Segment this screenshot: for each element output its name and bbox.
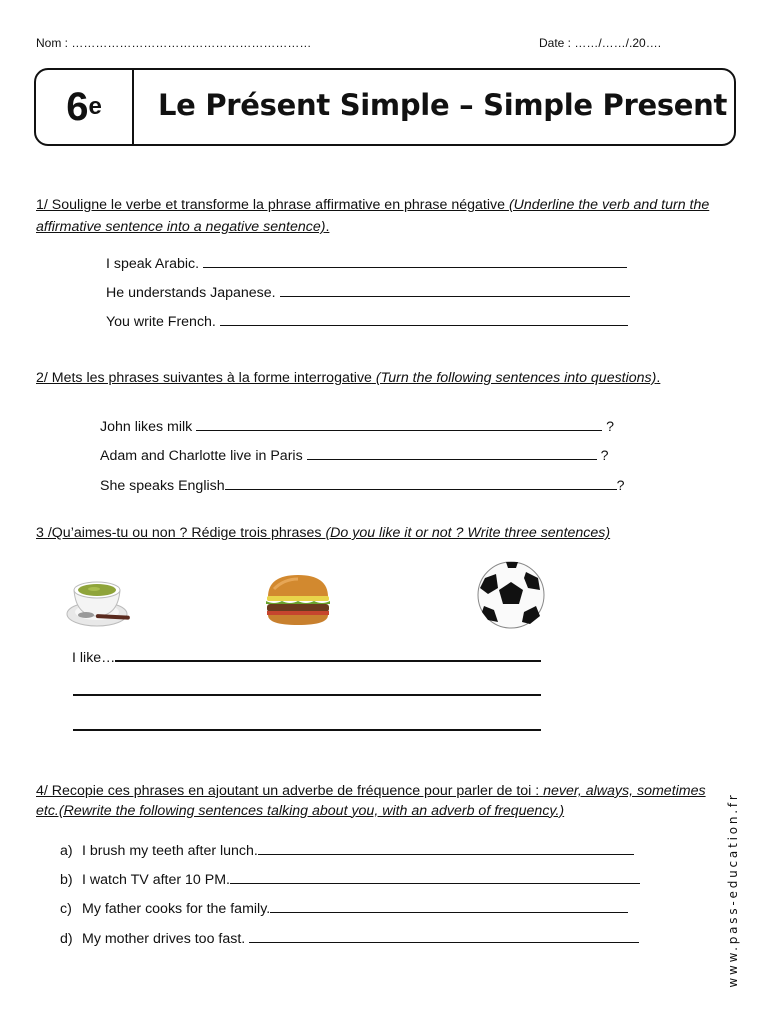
grade-number: 6 — [66, 84, 89, 129]
section1-item — [106, 312, 628, 330]
page-title: Le Présent Simple – Simple Present — [158, 88, 728, 122]
sentence-text: My father cooks for the family. — [82, 901, 271, 917]
section1-instruction-end: . — [325, 219, 330, 235]
section2-item — [100, 417, 614, 435]
section3-instruction — [36, 522, 736, 544]
section2-instruction-en: (Turn the following sentences into questions) — [375, 370, 657, 386]
title-divider — [132, 68, 134, 146]
answer-line[interactable] — [225, 476, 617, 490]
soccer-ball-icon — [476, 560, 546, 630]
watermark-text: www.pass-education.fr — [726, 792, 740, 988]
section4-item — [60, 899, 628, 917]
section2-item — [100, 446, 608, 464]
sentence-text: He understands Japanese. — [106, 285, 276, 301]
section3-instruction-fr: 3 /Qu’aimes-tu ou non ? Rédige trois phrases — [36, 525, 322, 541]
answer-line[interactable] — [230, 870, 640, 884]
item-letter: b) — [60, 872, 73, 888]
question-mark: ? — [616, 478, 625, 494]
soup-bowl-icon — [64, 572, 134, 630]
section3-instruction-en: (Do you like it or not ? Write three sentences) — [325, 525, 611, 541]
sentence-text: I brush my teeth after lunch. — [82, 843, 258, 859]
section4-instruction-fr: 4/ Recopie ces phrases en ajoutant un adverbe de fréquence pour parler de toi : — [36, 783, 540, 799]
hamburger-icon — [264, 573, 332, 627]
answer-line[interactable] — [73, 694, 541, 696]
side-watermark — [723, 788, 743, 992]
item-letter: a) — [60, 843, 73, 859]
section4-item — [60, 841, 634, 859]
sentence-text: You write French. — [106, 314, 216, 330]
item-letter: d) — [60, 931, 73, 947]
starter-text: I like… — [72, 650, 116, 666]
sentence-text: John likes milk — [100, 419, 193, 435]
date-field[interactable]: Date : ……/……/.20…. — [539, 36, 662, 50]
sentence-text: I watch TV after 10 PM. — [82, 872, 230, 888]
section2-instruction-fr: 2/ Mets les phrases suivantes à la forme interrogative — [36, 370, 372, 386]
answer-line[interactable] — [249, 929, 639, 943]
grade-level — [36, 70, 132, 144]
question-mark: ? — [606, 419, 615, 435]
section1-item — [106, 254, 627, 272]
answer-line[interactable] — [307, 446, 597, 460]
answer-line[interactable] — [270, 899, 628, 913]
section4-instruction-en: never, always, sometimes etc.(Rewrite the following sentences talking about you, with an adverb of frequency.) — [36, 783, 706, 819]
grade-suffix: e — [88, 93, 102, 120]
section1-instruction-fr: 1/ Souligne le verbe et transforme la phrase affirmative en phrase négative — [36, 197, 505, 213]
sentence-text: My mother drives too fast. — [82, 931, 246, 947]
section1-instruction — [36, 194, 726, 238]
sentence-text: She speaks English — [100, 478, 225, 494]
section2-instruction — [36, 367, 736, 389]
sentence-text: I speak Arabic. — [106, 256, 200, 272]
answer-line[interactable] — [73, 729, 541, 731]
answer-line[interactable] — [196, 417, 602, 431]
name-field[interactable]: Nom : …………………………………………………… — [36, 36, 312, 50]
question-mark: ? — [600, 448, 609, 464]
item-letter: c) — [60, 901, 72, 917]
section4-item — [60, 929, 639, 947]
answer-line[interactable] — [258, 841, 634, 855]
answer-line[interactable] — [280, 283, 630, 297]
section1-item — [106, 283, 630, 301]
section3-line-1 — [72, 647, 541, 666]
section2-instruction-end: . — [656, 370, 661, 386]
section1-instruction-en: (Underline the verb and turn the affirmative sentence into a negative sentence) — [36, 197, 710, 235]
section2-item — [100, 476, 625, 494]
section4-instruction — [36, 782, 710, 821]
answer-line[interactable] — [220, 312, 628, 326]
section4-item — [60, 870, 640, 888]
answer-line[interactable] — [203, 254, 627, 268]
answer-line[interactable] — [115, 647, 541, 662]
sentence-text: Adam and Charlotte live in Paris — [100, 448, 303, 464]
